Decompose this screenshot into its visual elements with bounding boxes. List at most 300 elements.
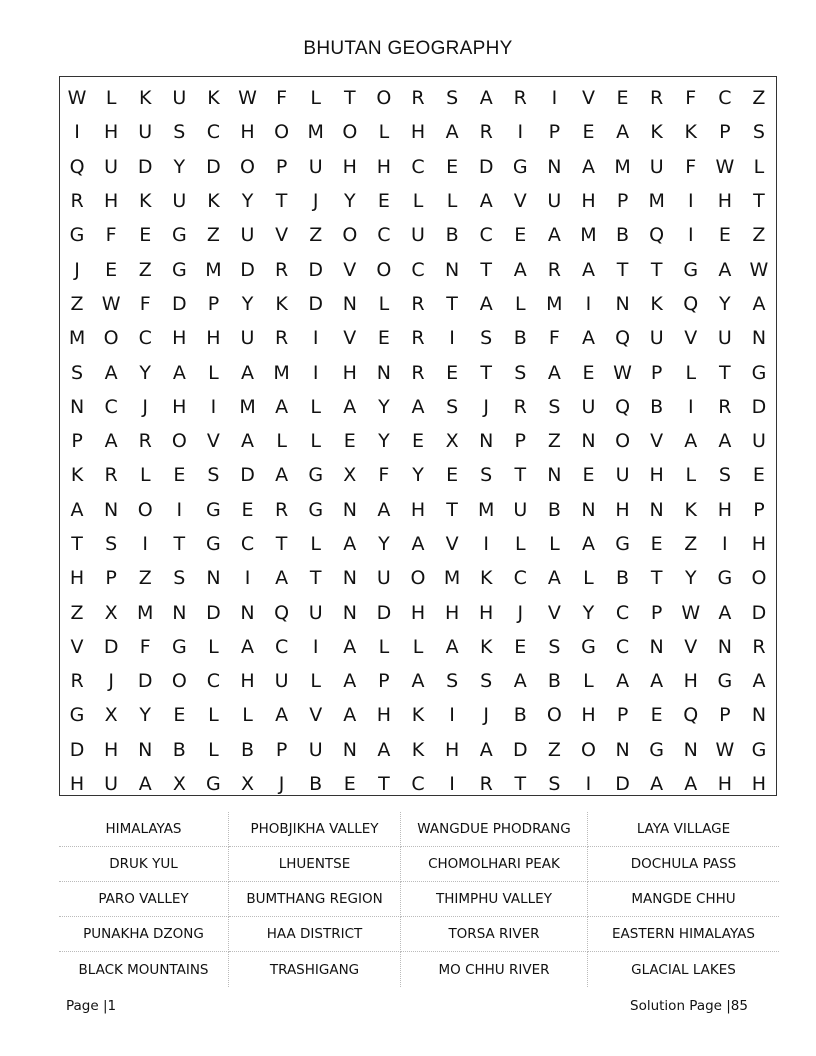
grid-letter: Q	[615, 327, 631, 350]
word-list-item: BLACK MOUNTAINS	[59, 952, 229, 987]
grid-letter: F	[105, 224, 117, 247]
grid-letter: H	[103, 738, 119, 761]
grid-letter: V	[445, 533, 459, 555]
grid-letter: A	[411, 395, 425, 418]
grid-letter: W	[613, 361, 632, 384]
grid-letter: A	[718, 430, 732, 453]
grid-letter: J	[108, 670, 114, 693]
grid-letter: S	[514, 361, 527, 384]
grid-letter: A	[343, 670, 357, 693]
grid-letter: V	[547, 601, 561, 624]
grid-letter: U	[308, 601, 323, 624]
word-list-item: DOCHULA PASS	[588, 847, 779, 882]
grid-letter: H	[581, 704, 596, 727]
grid-letter: I	[312, 361, 319, 384]
grid-letter: E	[514, 224, 527, 247]
grid-letter: B	[309, 773, 323, 796]
grid-letter: T	[514, 773, 527, 796]
grid-letter: M	[68, 327, 86, 350]
grid-letter: R	[275, 327, 289, 350]
grid-letter: T	[309, 567, 322, 590]
grid-letter: Q	[274, 601, 290, 624]
grid-letter: H	[410, 121, 426, 144]
grid-letter: F	[548, 327, 560, 350]
grid-letter: G	[683, 258, 699, 281]
grid-letter: R	[275, 498, 289, 521]
grid-letter: I	[687, 395, 694, 418]
word-list-item: TORSA RIVER	[401, 917, 588, 952]
grid-letter: C	[411, 155, 425, 178]
grid-letter: T	[446, 498, 458, 521]
grid-letter: Z	[309, 224, 323, 247]
grid-letter: A	[275, 567, 289, 590]
grid-letter: J	[142, 395, 149, 418]
grid-letter: N	[376, 361, 391, 384]
grid-letter: A	[479, 87, 493, 110]
grid-letter: S	[207, 464, 220, 487]
word-list	[59, 812, 779, 987]
grid-letter: Y	[241, 190, 254, 213]
grid-letter: N	[581, 430, 596, 453]
grid-letter: D	[512, 738, 528, 761]
grid-letter: I	[687, 224, 694, 247]
grid-letter: A	[241, 430, 255, 453]
grid-letter: J	[517, 601, 524, 624]
grid-letter: J	[278, 773, 285, 796]
grid-letter: E	[377, 327, 390, 350]
grid-letter: B	[240, 738, 255, 761]
grid-letter: K	[650, 121, 663, 144]
grid-letter: F	[378, 464, 390, 487]
grid-letter: S	[480, 327, 493, 350]
grid-letter: P	[105, 567, 117, 590]
grid-letter: E	[582, 121, 595, 144]
grid-letter: N	[138, 738, 153, 761]
grid-letter: O	[103, 327, 119, 350]
grid-letter: K	[411, 738, 425, 761]
grid-letter: W	[749, 258, 769, 281]
grid-letter: B	[445, 224, 459, 247]
grid-letter: N	[342, 567, 357, 590]
grid-letter: M	[239, 395, 256, 418]
grid-letter: E	[343, 430, 356, 453]
grid-letter: C	[240, 533, 255, 555]
letter-grid	[60, 81, 776, 801]
grid-letter: L	[378, 121, 390, 144]
grid-letter: Q	[69, 155, 85, 178]
grid-letter: K	[479, 635, 493, 658]
grid-letter: Y	[582, 601, 595, 624]
grid-letter: I	[312, 635, 319, 658]
grid-letter: A	[343, 533, 357, 555]
grid-letter: T	[480, 258, 492, 281]
grid-letter: Y	[378, 430, 390, 453]
grid-letter: Q	[683, 292, 699, 315]
grid-letter: G	[206, 773, 221, 796]
grid-letter: B	[650, 395, 664, 418]
grid-letter: L	[583, 567, 594, 590]
grid-letter: U	[615, 464, 630, 487]
grid-letter: D	[137, 670, 153, 693]
grid-letter: W	[67, 87, 87, 110]
grid-letter: A	[479, 738, 493, 761]
grid-letter: G	[512, 155, 528, 178]
grid-letter: T	[446, 292, 458, 315]
grid-letter: C	[615, 635, 630, 658]
grid-letter: V	[581, 87, 595, 110]
grid-letter: Y	[139, 361, 152, 384]
grid-letter: A	[616, 670, 630, 693]
grid-letter: H	[479, 601, 494, 624]
grid-letter: A	[547, 567, 561, 590]
grid-letter: S	[71, 361, 84, 384]
grid-letter: R	[138, 430, 152, 453]
grid-letter: A	[581, 327, 595, 350]
grid-letter: U	[581, 395, 596, 418]
grid-letter: X	[241, 773, 255, 796]
grid-letter: V	[206, 430, 220, 453]
grid-letter: H	[410, 601, 426, 624]
word-list-item: PHOBJIKHA VALLEY	[229, 812, 401, 847]
grid-letter: E	[241, 498, 254, 521]
grid-letter: N	[615, 738, 630, 761]
grid-letter: L	[276, 430, 287, 453]
grid-letter: A	[343, 395, 357, 418]
grid-letter: G	[581, 635, 596, 658]
grid-letter: U	[308, 155, 323, 178]
grid-letter: H	[581, 190, 596, 213]
grid-letter: I	[244, 567, 251, 590]
grid-letter: B	[547, 670, 561, 693]
grid-letter: G	[171, 224, 187, 247]
grid-letter: L	[310, 395, 321, 418]
grid-letter: O	[342, 224, 358, 247]
grid-letter: A	[377, 498, 391, 521]
grid-letter: L	[583, 670, 594, 693]
grid-letter: I	[449, 327, 455, 350]
grid-letter: A	[411, 533, 425, 555]
grid-letter: S	[446, 87, 459, 110]
grid-letter: V	[275, 224, 289, 247]
grid-letter: G	[717, 567, 733, 590]
grid-letter: N	[717, 635, 732, 658]
grid-letter: M	[205, 258, 222, 281]
grid-letter: Q	[649, 224, 665, 247]
grid-letter: T	[719, 361, 731, 384]
grid-letter: E	[105, 258, 118, 281]
grid-letter: W	[715, 738, 735, 761]
grid-letter: Z	[138, 567, 152, 590]
grid-letter: K	[275, 292, 288, 315]
grid-letter: L	[446, 190, 458, 213]
grid-letter: K	[207, 190, 220, 213]
grid-letter: S	[173, 121, 186, 144]
grid-letter: V	[684, 635, 698, 658]
grid-letter: T	[275, 190, 288, 213]
grid-letter: P	[616, 190, 629, 213]
grid-letter: L	[549, 533, 560, 555]
grid-letter: U	[649, 155, 664, 178]
grid-letter: I	[585, 773, 592, 796]
grid-letter: B	[616, 224, 630, 247]
grid-letter: A	[650, 670, 664, 693]
grid-letter: U	[411, 224, 425, 247]
grid-letter: S	[548, 635, 561, 658]
grid-letter: Y	[378, 395, 390, 418]
grid-letter: P	[616, 704, 629, 727]
grid-letter: U	[138, 121, 153, 144]
grid-letter: D	[751, 395, 767, 418]
grid-letter: S	[548, 773, 561, 796]
grid-letter: U	[513, 498, 528, 521]
grid-letter: U	[751, 430, 766, 453]
grid-letter: Y	[173, 155, 186, 178]
grid-letter: D	[308, 258, 324, 281]
grid-letter: Z	[684, 533, 698, 555]
grid-letter: W	[681, 601, 701, 624]
grid-letter: C	[274, 635, 289, 658]
grid-letter: Z	[547, 738, 561, 761]
grid-letter: T	[343, 87, 356, 110]
grid-letter: D	[240, 258, 255, 281]
grid-letter: G	[171, 258, 187, 281]
grid-letter: O	[546, 704, 562, 727]
grid-letter: G	[717, 670, 733, 693]
grid-letter: S	[446, 670, 459, 693]
grid-letter: E	[446, 155, 459, 178]
grid-letter: P	[378, 670, 390, 693]
grid-letter: P	[548, 121, 561, 144]
grid-letter: E	[650, 533, 663, 555]
grid-letter: H	[240, 670, 255, 693]
word-list-item: THIMPHU VALLEY	[401, 882, 588, 917]
grid-letter: L	[310, 430, 321, 453]
grid-letter: E	[377, 190, 390, 213]
grid-letter: A	[275, 395, 289, 418]
grid-letter: Q	[615, 395, 631, 418]
grid-letter: A	[172, 361, 186, 384]
grid-letter: Z	[752, 87, 766, 110]
grid-letter: X	[104, 601, 118, 624]
grid-letter: O	[580, 738, 596, 761]
grid-letter: N	[649, 635, 664, 658]
grid-letter: O	[240, 155, 255, 178]
grid-letter: I	[312, 327, 319, 350]
grid-letter: A	[445, 635, 459, 658]
grid-letter: L	[378, 292, 390, 315]
grid-letter: V	[650, 430, 664, 453]
grid-letter: A	[241, 635, 255, 658]
grid-letter: H	[376, 704, 392, 727]
grid-letter: S	[718, 464, 731, 487]
grid-letter: E	[173, 704, 186, 727]
grid-letter: H	[103, 121, 119, 144]
grid-letter: X	[445, 430, 459, 453]
word-list-item: EASTERN HIMALAYAS	[588, 917, 779, 952]
grid-letter: G	[615, 533, 630, 555]
grid-letter: H	[751, 773, 767, 796]
grid-letter: C	[377, 224, 391, 247]
grid-letter: G	[206, 498, 221, 521]
grid-letter: V	[343, 258, 357, 281]
grid-letter: B	[172, 738, 186, 761]
grid-letter: R	[275, 258, 289, 281]
grid-letter: G	[751, 738, 767, 761]
grid-letter: M	[580, 224, 597, 247]
grid-letter: T	[378, 773, 390, 796]
grid-letter: P	[275, 155, 288, 178]
grid-letter: N	[615, 292, 630, 315]
solution-page-reference: Solution Page |85	[630, 998, 748, 1014]
grid-letter: U	[240, 327, 255, 350]
grid-letter: E	[582, 361, 595, 384]
grid-letter: D	[172, 292, 187, 315]
grid-letter: D	[137, 155, 153, 178]
grid-letter: G	[69, 224, 85, 247]
grid-letter: B	[513, 704, 527, 727]
grid-letter: A	[275, 704, 289, 727]
grid-letter: R	[752, 635, 766, 658]
word-list-item: MANGDE CHHU	[588, 882, 779, 917]
grid-letter: U	[649, 327, 664, 350]
grid-letter: X	[104, 704, 118, 727]
grid-letter: W	[101, 292, 121, 315]
grid-letter: H	[206, 327, 221, 350]
grid-letter: L	[685, 464, 697, 487]
word-list-item: LHUENTSE	[229, 847, 401, 882]
grid-letter: K	[411, 704, 425, 727]
grid-letter: E	[446, 361, 459, 384]
grid-letter: A	[377, 738, 391, 761]
grid-letter: M	[137, 601, 154, 624]
grid-letter: O	[376, 258, 392, 281]
grid-letter: O	[410, 567, 426, 590]
grid-letter: D	[308, 292, 324, 315]
grid-letter: J	[312, 190, 319, 213]
grid-letter: Y	[412, 464, 424, 487]
grid-letter: D	[751, 601, 767, 624]
grid-letter: B	[616, 567, 630, 590]
grid-letter: D	[206, 601, 221, 624]
grid-letter: L	[514, 292, 526, 315]
grid-letter: P	[275, 738, 288, 761]
grid-letter: T	[514, 464, 527, 487]
grid-letter: R	[104, 464, 118, 487]
grid-letter: L	[105, 87, 117, 110]
grid-letter: N	[342, 292, 357, 315]
grid-letter: A	[718, 258, 732, 281]
grid-letter: J	[74, 258, 80, 281]
grid-letter: Y	[719, 292, 731, 315]
grid-letter: T	[753, 190, 765, 213]
grid-letter: A	[513, 670, 527, 693]
grid-letter: L	[412, 635, 424, 658]
grid-letter: P	[719, 704, 731, 727]
grid-letter: A	[581, 258, 595, 281]
grid-letter: L	[753, 155, 765, 178]
grid-letter: A	[479, 190, 493, 213]
grid-letter: H	[717, 773, 732, 796]
grid-letter: A	[616, 121, 630, 144]
grid-letter: H	[615, 498, 630, 521]
word-list-item: MO CHHU RIVER	[401, 952, 588, 987]
grid-letter: K	[479, 567, 493, 590]
grid-letter: E	[173, 464, 186, 487]
grid-letter: C	[206, 121, 221, 144]
grid-letter: U	[104, 155, 119, 178]
grid-letter: R	[411, 87, 425, 110]
grid-letter: R	[411, 327, 425, 350]
grid-letter: H	[444, 738, 460, 761]
grid-letter: T	[275, 533, 288, 555]
grid-letter: R	[479, 773, 493, 796]
grid-letter: M	[614, 155, 631, 178]
grid-letter: U	[717, 327, 732, 350]
grid-letter: L	[412, 190, 424, 213]
grid-letter: Y	[378, 533, 390, 555]
grid-letter: E	[650, 704, 663, 727]
grid-letter: I	[517, 121, 524, 144]
grid-letter: D	[615, 773, 630, 796]
grid-letter: H	[444, 601, 460, 624]
grid-letter: F	[139, 292, 151, 315]
grid-letter: W	[238, 87, 257, 110]
grid-letter: E	[411, 430, 424, 453]
grid-letter: C	[138, 327, 152, 350]
grid-letter: U	[308, 738, 323, 761]
grid-letter: I	[585, 292, 592, 315]
grid-letter: R	[650, 87, 664, 110]
grid-letter: N	[240, 601, 255, 624]
grid-letter: O	[137, 498, 153, 521]
grid-letter: G	[171, 635, 187, 658]
grid-letter: U	[172, 87, 187, 110]
grid-letter: V	[684, 327, 698, 350]
grid-letter: O	[171, 670, 187, 693]
grid-letter: R	[513, 87, 527, 110]
grid-letter: R	[718, 395, 732, 418]
grid-letter: A	[479, 292, 493, 315]
grid-letter: Z	[70, 601, 84, 624]
grid-letter: G	[751, 361, 767, 384]
grid-letter: H	[376, 155, 392, 178]
grid-letter: D	[206, 155, 221, 178]
grid-letter: N	[172, 601, 187, 624]
grid-letter: T	[173, 533, 186, 555]
grid-letter: I	[449, 773, 455, 796]
grid-letter: C	[411, 773, 425, 796]
grid-letter: Z	[752, 224, 766, 247]
grid-letter: H	[172, 395, 187, 418]
grid-letter: E	[139, 224, 152, 247]
word-list-item: HAA DISTRICT	[229, 917, 401, 952]
grid-letter: C	[206, 670, 221, 693]
grid-letter: B	[513, 327, 527, 350]
grid-letter: E	[446, 464, 459, 487]
grid-letter: A	[752, 292, 766, 315]
grid-letter: S	[105, 533, 118, 555]
grid-letter: A	[343, 704, 357, 727]
word-search-grid	[59, 76, 777, 796]
grid-letter: C	[104, 395, 118, 418]
grid-letter: T	[616, 258, 629, 281]
grid-letter: X	[172, 773, 186, 796]
grid-letter: H	[751, 533, 767, 555]
grid-letter: N	[479, 430, 494, 453]
grid-letter: G	[308, 498, 324, 521]
grid-letter: T	[650, 567, 663, 590]
grid-letter: O	[615, 430, 631, 453]
